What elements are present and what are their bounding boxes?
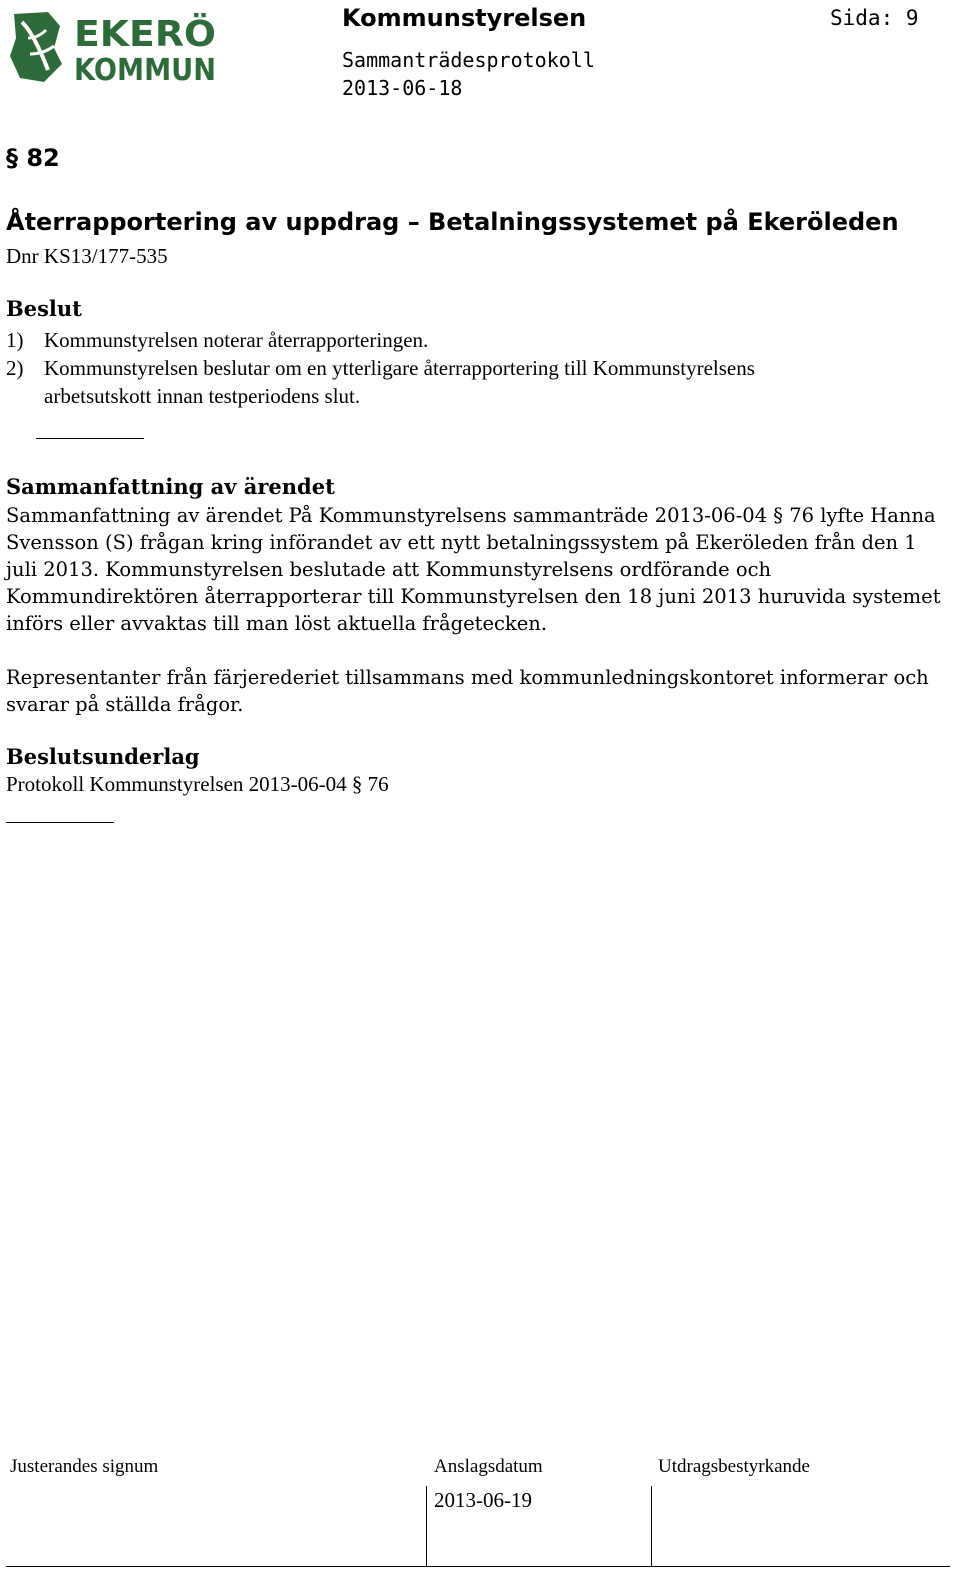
decision-item [6,328,428,353]
decision-number: 1) [6,328,24,352]
oak-leaf-icon [8,8,220,84]
footer-anslag-date: 2013-06-19 [434,1488,532,1512]
svg-text:KOMMUN: KOMMUN [74,53,216,84]
header-title: Kommunstyrelsen [342,4,587,32]
header-date: 2013-06-18 [342,76,463,100]
footer-divider [651,1486,652,1566]
diary-number: Dnr KS13/177-535 [6,244,168,268]
decision-item [6,356,755,381]
divider [36,438,144,439]
svg-text:EKERÖ: EKERÖ [74,14,210,55]
decision-item [6,384,360,409]
basis-document: Protokoll Kommunstyrelsen 2013-06-04 § 76 [6,772,389,796]
summary-paragraph-2: Representanter från färjerederiet tillsammans med kommunledningskontoret informerar och svarar på ställda frågor. [6,666,929,716]
section-title-sammanfattning: Sammanfattning av ärendet [6,474,335,499]
decision-number: 2) [6,356,24,380]
summary-paragraph: Sammanfattning av ärendet På Kommunstyrelsens sammanträde 2013-06-04 § 76 lyfte Hanna Svensson (S) frågan kring införandet av ett nytt betalningssystem på Ekeröleden från den 1 juli 2013. Kommunstyrelsen beslutade att Kommunstyrelsens ordförande och Kommundirektören återrapporterar till Kommunstyrelsen den 18 juni 2013 huruvida systemet införs eller avvaktas till man löst aktuella frågetecken. [6,504,941,635]
section-title-beslutsunderlag: Beslutsunderlag [6,744,200,769]
footer-divider [426,1486,427,1566]
footer-bottom-rule [6,1566,950,1567]
document-heading: Återrapportering av uppdrag – Betalningssystemet på Ekeröleden [6,208,899,236]
section-title-beslut: Beslut [6,296,82,321]
decision-text: arbetsutskott innan testperiodens slut. [44,384,361,408]
footer-anslag-label: Anslagsdatum [434,1456,543,1477]
footer-utdrag-label: Utdragsbestyrkande [658,1456,810,1477]
page-number: Sida: 9 [830,6,919,30]
divider [6,822,114,823]
decision-text: Kommunstyrelsen beslutar om en ytterligare återrapportering till Kommunstyrelsens [44,356,755,380]
header-subtitle: Sammanträdesprotokoll [342,48,595,72]
paragraph-number: § 82 [6,144,60,172]
footer-justerande-label: Justerandes signum [10,1456,159,1477]
decision-text: Kommunstyrelsen noterar återrapporteringen. [44,328,429,352]
ekero-kommun-logo [8,8,220,84]
